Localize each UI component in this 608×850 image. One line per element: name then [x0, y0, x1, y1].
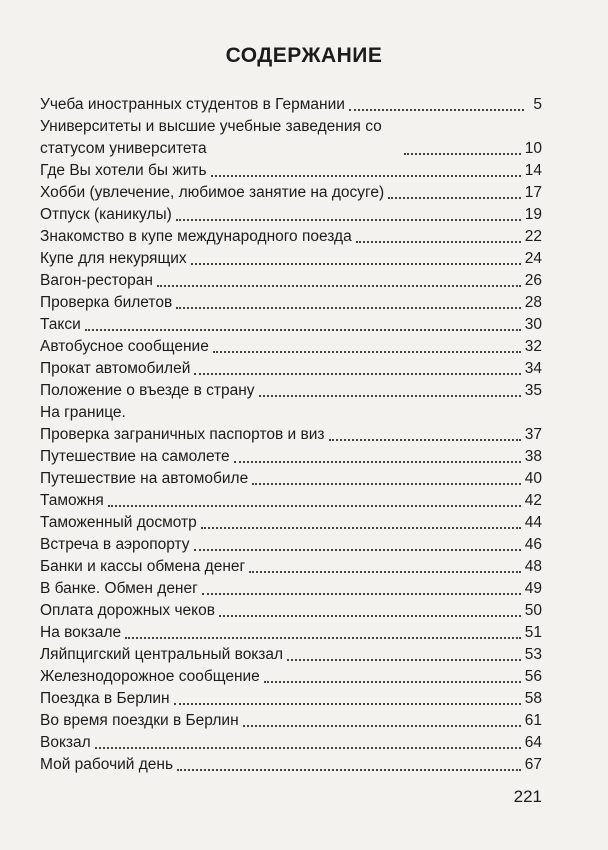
dot-leader — [108, 505, 521, 507]
toc-entry-page: 50 — [524, 602, 542, 619]
toc-entry-title: Во время поездки в Берлин — [40, 712, 239, 729]
toc-entry-title: Банки и кассы обмена денег — [40, 558, 246, 575]
toc-entry-page: 30 — [524, 316, 542, 333]
dot-leader — [176, 219, 521, 221]
toc-entry — [40, 182, 542, 204]
toc-entry — [40, 424, 542, 446]
dot-leader — [356, 241, 521, 243]
toc-entry-title: Прокат автомобилей — [40, 360, 191, 377]
toc-entry-page: 48 — [524, 558, 542, 575]
toc-entry — [40, 710, 542, 732]
toc-entry-title: Поездка в Берлин — [40, 690, 170, 707]
toc-entry-title: На вокзале — [40, 624, 122, 641]
toc-entry — [40, 226, 542, 248]
toc-entry-title: Встреча в аэропорту — [40, 536, 190, 553]
dot-leader — [404, 153, 521, 155]
toc-entry-page: 38 — [524, 448, 542, 465]
toc-entry-title: Где Вы хотели бы жить — [40, 162, 207, 179]
toc-entry-title: Отпуск (каникулы) — [40, 206, 172, 223]
toc-entry — [40, 490, 542, 512]
dot-leader — [264, 681, 521, 683]
toc-entry-page: 44 — [524, 514, 542, 531]
dot-leader — [194, 373, 520, 375]
toc-entry — [40, 204, 542, 226]
toc-entry-page: 32 — [524, 338, 542, 355]
toc-entry-page: 28 — [524, 294, 542, 311]
dot-leader — [249, 571, 521, 573]
dot-leader — [259, 395, 521, 397]
dot-leader — [252, 483, 521, 485]
dot-leader — [194, 549, 521, 551]
toc-entry-title: Таможенный досмотр — [40, 514, 197, 531]
dot-leader — [177, 769, 521, 771]
dot-leader — [191, 263, 521, 265]
toc-entry — [40, 468, 542, 490]
toc-entry-title: Знакомство в купе международного поезда — [40, 228, 352, 245]
toc-entry — [40, 512, 542, 534]
toc-entry — [40, 688, 542, 710]
dot-leader — [329, 439, 521, 441]
toc-entry — [40, 578, 542, 600]
toc-entry-title: Купе для некурящих — [40, 250, 187, 267]
toc-entry-page: 51 — [524, 624, 542, 641]
toc-entry-page: 58 — [524, 690, 542, 707]
page-title: СОДЕРЖАНИЕ — [225, 44, 383, 67]
toc-entry — [40, 754, 542, 776]
toc-entry — [40, 248, 542, 270]
toc-entry — [40, 270, 542, 292]
dot-leader — [243, 725, 521, 727]
toc-entry-page: 22 — [524, 228, 542, 245]
toc-entry-title: Таможня — [40, 492, 104, 509]
toc-entry — [40, 534, 542, 556]
toc-entry-page: 67 — [524, 756, 542, 773]
toc-entry — [40, 380, 542, 402]
toc-entry-page: 64 — [524, 734, 542, 751]
dot-leader — [125, 637, 521, 639]
toc-entry-page: 35 — [524, 382, 542, 399]
toc-entry-page: 10 — [524, 140, 542, 157]
dot-leader — [174, 703, 521, 705]
toc-entry-page: 14 — [524, 162, 542, 179]
toc-entry-page: 26 — [524, 272, 542, 289]
dot-leader — [287, 659, 521, 661]
toc-entry — [40, 666, 542, 688]
page-number: 221 — [513, 787, 542, 806]
toc-entry-title: Университеты и высшие учебные заведения со статусом университета — [40, 118, 382, 157]
toc-entry-page: 40 — [524, 470, 542, 487]
dot-leader — [95, 747, 521, 749]
toc-entry — [40, 314, 542, 336]
toc-entry-title: Путешествие на самолете — [40, 448, 230, 465]
dot-leader — [219, 615, 521, 617]
toc-entry — [40, 644, 542, 666]
toc-entry-title: Ляйпцигский центральный вокзал — [40, 646, 284, 663]
toc-entry-title: Вокзал — [40, 734, 91, 751]
toc-entry — [40, 600, 542, 622]
toc-entry-page: 61 — [524, 712, 542, 729]
toc-entry — [40, 622, 542, 644]
toc-entry-title: Железнодорожное сообщение — [40, 668, 260, 685]
toc-entry — [40, 556, 542, 578]
toc-entry — [40, 336, 542, 358]
dot-leader — [157, 285, 521, 287]
toc-entry — [40, 160, 542, 182]
dot-leader — [201, 527, 521, 529]
dot-leader — [388, 197, 521, 199]
toc-entry — [40, 402, 542, 424]
toc-entry-title: Такси — [40, 316, 81, 333]
toc-entry-page: 5 — [533, 96, 542, 113]
toc-entry-title: Путешествие на автомобиле — [40, 470, 249, 487]
toc-entry-page: 53 — [524, 646, 542, 663]
toc-entry-title: Оплата дорожных чеков — [40, 602, 215, 619]
dot-leader — [202, 593, 521, 595]
toc-entry-page: 42 — [524, 492, 542, 509]
toc-entry-title: Автобусное сообщение — [40, 338, 209, 355]
toc-entry-title: В банке. Обмен денег — [40, 580, 198, 597]
toc-entry-page: 34 — [524, 360, 542, 377]
toc-entry-page: 37 — [524, 426, 542, 443]
dot-leader — [234, 461, 521, 463]
toc-entry-title: Положение о въезде в страну — [40, 382, 255, 399]
table-of-contents — [40, 94, 542, 776]
dot-leader — [85, 329, 521, 331]
dot-leader — [176, 307, 521, 309]
toc-entry-title: На границе. — [40, 404, 126, 421]
toc-entry-title: Проверка заграничных паспортов и виз — [40, 426, 325, 443]
toc-entry-page: 56 — [524, 668, 542, 685]
toc-entry-title: Проверка билетов — [40, 294, 173, 311]
toc-entry-title: Учеба иностранных студентов в Германии — [40, 96, 345, 113]
toc-entry-title: Вагон-ресторан — [40, 272, 153, 289]
toc-entry — [40, 732, 542, 754]
toc-entry-page: 19 — [524, 206, 542, 223]
toc-entry — [40, 292, 542, 314]
dot-leader — [349, 109, 524, 111]
toc-entry-title: Хобби (увлечение, любимое занятие на досуге) — [40, 184, 385, 201]
toc-entry — [40, 116, 542, 160]
toc-entry — [40, 446, 542, 468]
toc-entry-page: 49 — [524, 580, 542, 597]
toc-entry-page: 17 — [524, 184, 542, 201]
toc-entry-page: 46 — [524, 536, 542, 553]
toc-entry-page: 24 — [524, 250, 542, 267]
toc-entry — [40, 358, 542, 380]
dot-leader — [213, 351, 521, 353]
toc-entry — [40, 94, 542, 116]
dot-leader — [211, 175, 521, 177]
toc-entry-title: Мой рабочий день — [40, 756, 174, 773]
